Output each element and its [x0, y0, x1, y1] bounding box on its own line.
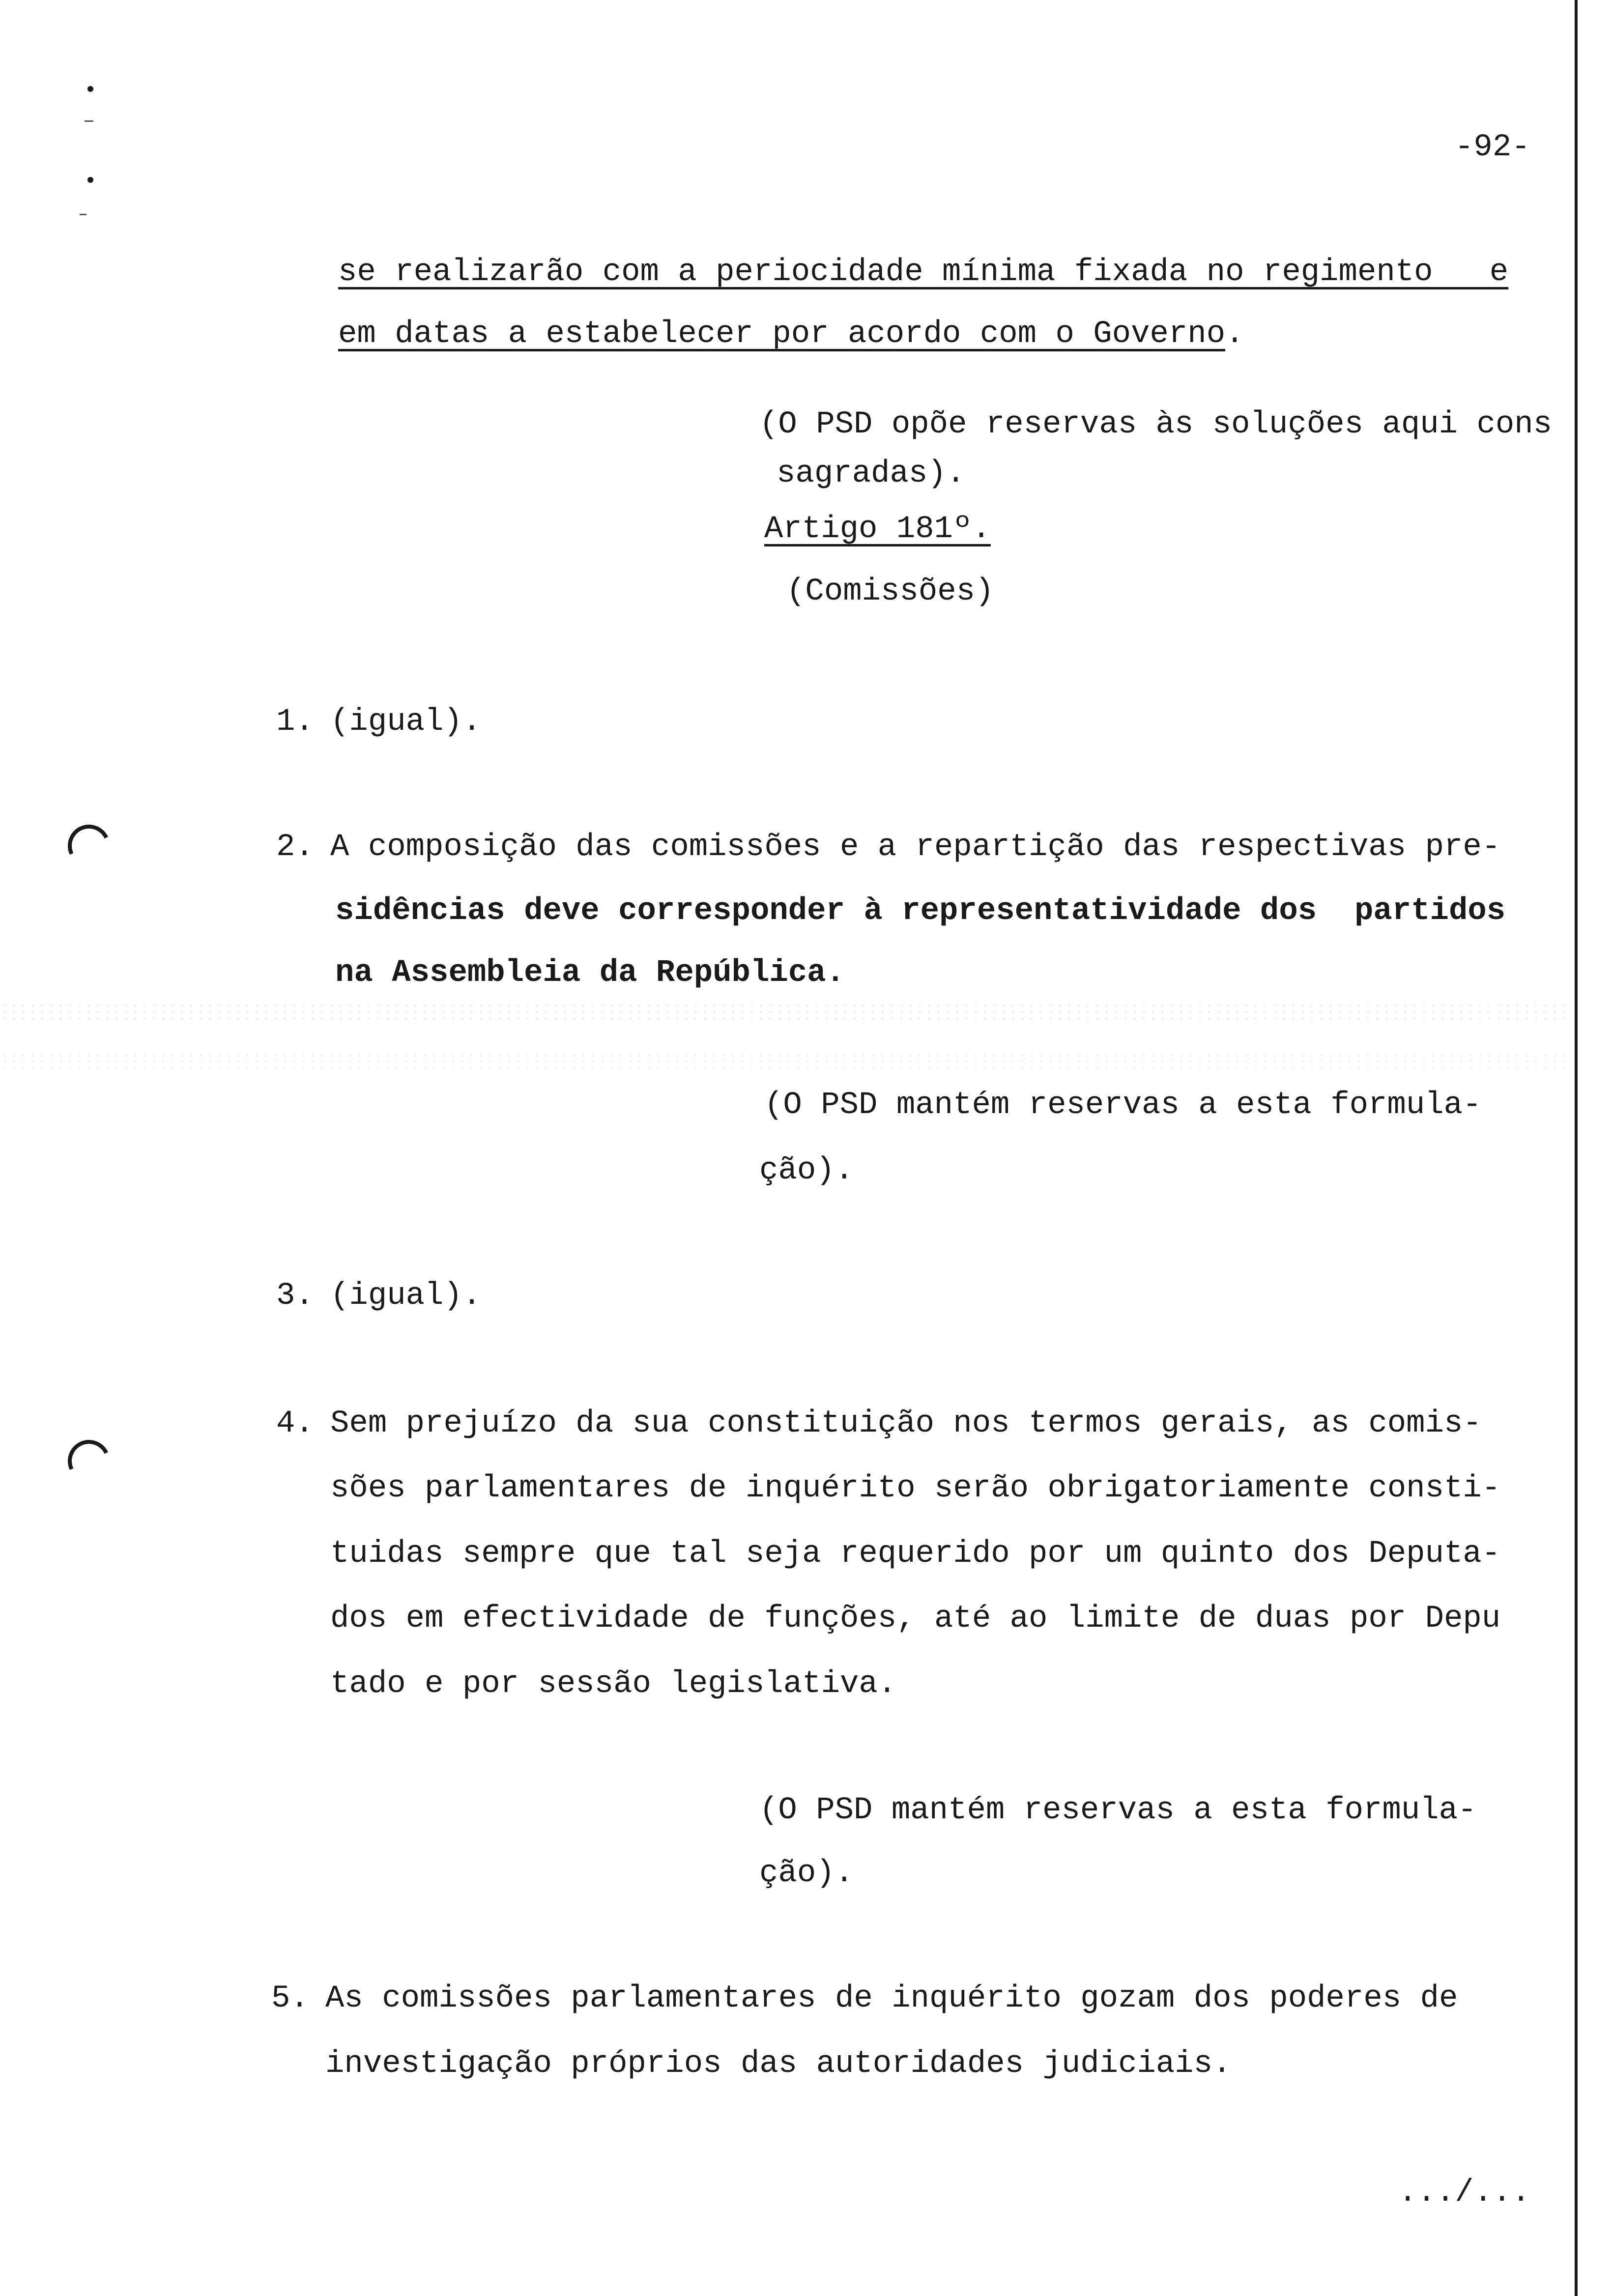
item-text: Sem prejuízo da sua constituição nos termos gerais, as comis- [330, 1406, 1482, 1441]
psd-note: ção). [759, 1856, 854, 1891]
item-text: investigação próprios das autoridades judiciais. [325, 2046, 1232, 2082]
article-subtitle: (Comissões) [786, 574, 994, 609]
item-number: 1. [276, 704, 314, 740]
item-number: 3. [276, 1278, 314, 1314]
item-text: A composição das comissões e a repartição das respectivas pre- [330, 830, 1501, 865]
item-text: sidências deve corresponder à representatividade dos partidos [335, 893, 1506, 929]
item-text: (igual). [330, 1278, 482, 1314]
item-number: 4. [276, 1406, 314, 1441]
margin-mark [87, 177, 93, 183]
item-text: tuidas sempre que tal seja requerido por um quinto dos Deputa- [330, 1536, 1501, 1572]
psd-note: (O PSD opõe reservas às soluções aqui cons [759, 407, 1553, 442]
psd-note: (O PSD mantém reservas a esta formula- [759, 1793, 1477, 1828]
scan-noise [0, 1003, 1573, 1022]
psd-note: ção). [759, 1153, 854, 1188]
psd-note: (O PSD mantém reservas a esta formula- [764, 1088, 1482, 1123]
item-number: 2. [276, 830, 314, 865]
page-number: -92- [1455, 130, 1530, 165]
intro-line: em datas a estabelecer por acordo com o Governo. [338, 316, 1244, 352]
right-margin-rule [1575, 0, 1578, 2296]
margin-bracket-mark [62, 1434, 116, 1488]
item-number: 5. [271, 1981, 309, 2016]
item-text: na Assembleia da República. [335, 955, 845, 991]
item-text: (igual). [330, 704, 482, 740]
item-text: sões parlamentares de inquérito serão obrigatoriamente consti- [330, 1471, 1501, 1506]
scan-noise [0, 1052, 1573, 1071]
margin-mark [80, 214, 86, 215]
item-text: tado e por sessão legislativa. [330, 1666, 897, 1702]
article-title: Artigo 181º. [764, 512, 991, 547]
continuation-mark: .../... [1398, 2175, 1530, 2210]
margin-mark [85, 120, 93, 122]
margin-bracket-mark [62, 819, 116, 873]
psd-note: sagradas). [777, 456, 966, 491]
margin-mark [87, 86, 93, 92]
item-text: As comissões parlamentares de inquérito gozam dos poderes de [325, 1981, 1458, 2016]
intro-line: se realizarão com a periocidade mínima fixada no regimento e [338, 255, 1509, 290]
item-text: dos em efectividade de funções, até ao limite de duas por Depu [330, 1601, 1501, 1636]
